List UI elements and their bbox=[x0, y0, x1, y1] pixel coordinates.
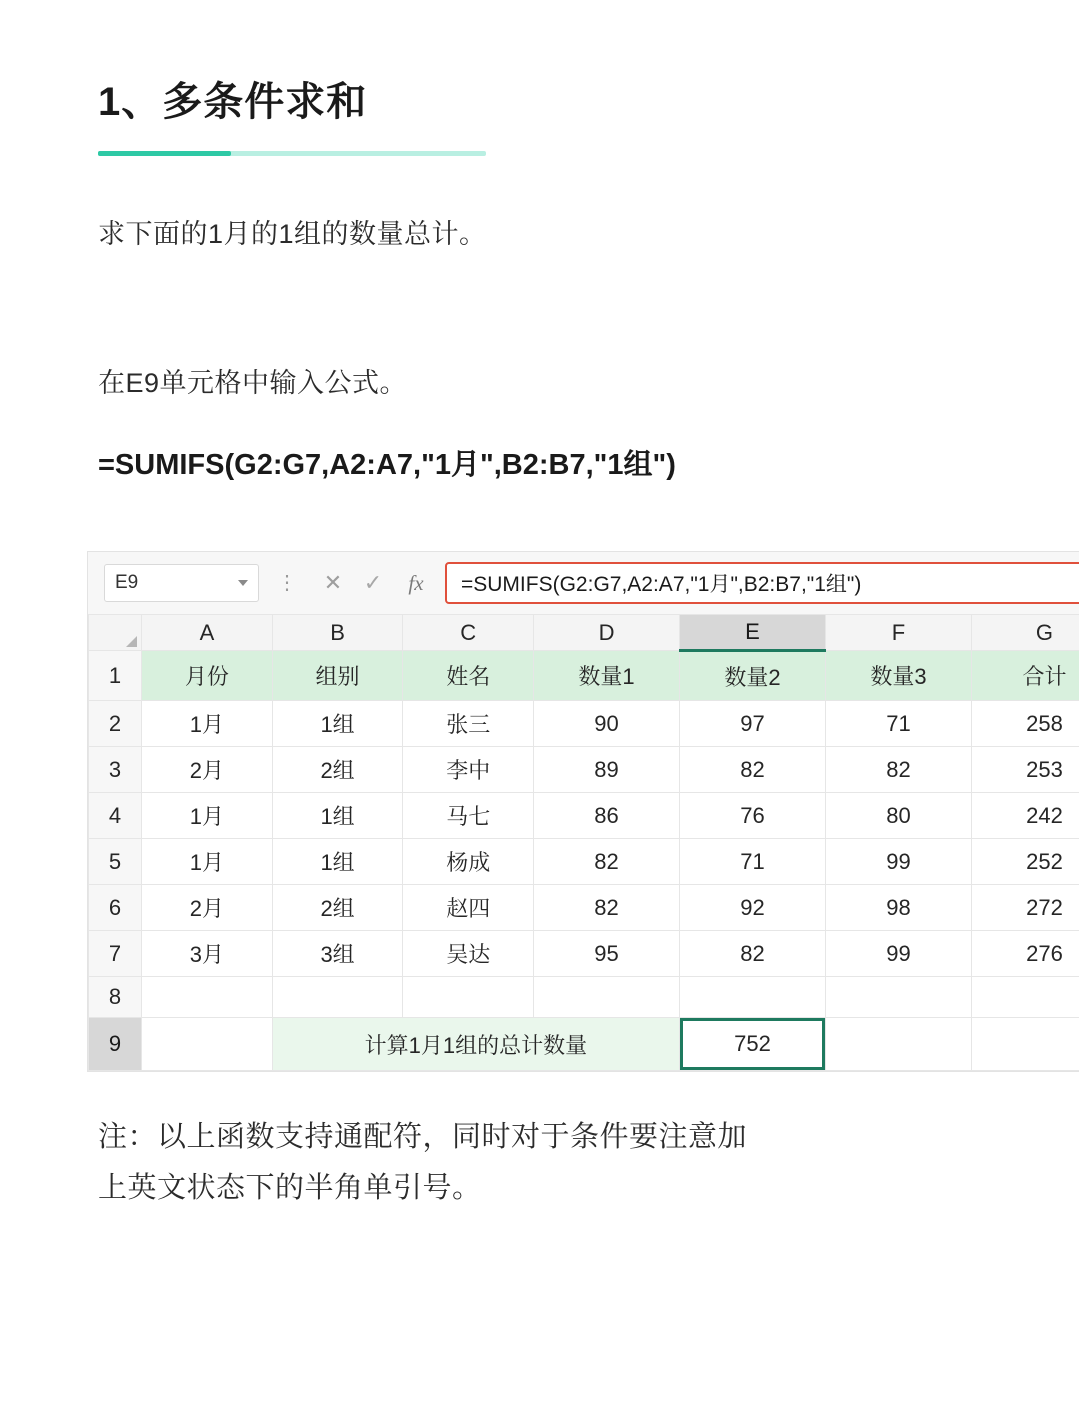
cell[interactable]: 82 bbox=[534, 885, 680, 931]
table-row bbox=[89, 839, 1079, 885]
formula-input-value: =SUMIFS(G2:G7,A2:A7,"1月",B2:B7,"1组") bbox=[461, 573, 862, 596]
table-header-cell[interactable]: 数量1 bbox=[534, 651, 680, 701]
table-row bbox=[89, 701, 1079, 747]
note-line-2: 上英文状态下的半角单引号。 bbox=[98, 1171, 482, 1204]
cell[interactable]: 82 bbox=[534, 839, 680, 885]
cell[interactable]: 1月 bbox=[142, 839, 273, 885]
note-paragraph bbox=[98, 1112, 987, 1214]
cell[interactable]: 98 bbox=[825, 885, 971, 931]
cell[interactable]: 82 bbox=[825, 747, 971, 793]
summary-label-cell[interactable]: 计算1月1组的总计数量 bbox=[272, 1018, 679, 1071]
cell[interactable] bbox=[971, 1018, 1079, 1071]
table-row-blank bbox=[89, 977, 1079, 1018]
cell[interactable]: 92 bbox=[680, 885, 826, 931]
cell[interactable]: 82 bbox=[680, 747, 826, 793]
cell[interactable]: 272 bbox=[971, 885, 1079, 931]
cell[interactable]: 张三 bbox=[403, 701, 534, 747]
cell[interactable]: 吴达 bbox=[403, 931, 534, 977]
cell[interactable]: 1月 bbox=[142, 793, 273, 839]
formula-input[interactable] bbox=[445, 562, 1079, 604]
spreadsheet-screenshot bbox=[87, 551, 1079, 1072]
cell[interactable] bbox=[142, 977, 273, 1018]
note-line-1: 注：以上函数支持通配符，同时对于条件要注意加 bbox=[98, 1121, 748, 1153]
cell[interactable]: 242 bbox=[971, 793, 1079, 839]
page-title: 1、多条件求和 bbox=[98, 80, 368, 124]
cell[interactable] bbox=[272, 977, 403, 1018]
table-row bbox=[89, 885, 1079, 931]
table-row-summary bbox=[89, 1018, 1079, 1071]
cell[interactable]: 3组 bbox=[272, 931, 403, 977]
name-box-value: E9 bbox=[115, 572, 139, 593]
cell[interactable]: 71 bbox=[680, 839, 826, 885]
cell[interactable]: 253 bbox=[971, 747, 1079, 793]
confirm-icon[interactable]: ✓ bbox=[363, 570, 383, 595]
cell[interactable] bbox=[825, 1018, 971, 1071]
cell[interactable]: 杨成 bbox=[403, 839, 534, 885]
title-underline-rule bbox=[98, 151, 486, 156]
table-header-cell[interactable]: 合计 bbox=[971, 651, 1079, 701]
insert-function-icon[interactable]: fx bbox=[408, 570, 424, 595]
column-header-e[interactable]: E bbox=[680, 615, 826, 651]
cell[interactable]: 252 bbox=[971, 839, 1079, 885]
cell[interactable]: 86 bbox=[534, 793, 680, 839]
table-row bbox=[89, 747, 1079, 793]
row-header-6[interactable]: 6 bbox=[89, 885, 142, 931]
more-options-icon[interactable]: ⋮ bbox=[277, 572, 297, 594]
name-box[interactable] bbox=[104, 564, 259, 602]
cell[interactable]: 赵四 bbox=[403, 885, 534, 931]
formula-bar bbox=[88, 552, 1079, 614]
column-header-c[interactable]: C bbox=[403, 615, 534, 651]
row-header-8[interactable]: 8 bbox=[89, 977, 142, 1018]
select-all-corner[interactable] bbox=[89, 615, 142, 651]
table-header-cell[interactable]: 组别 bbox=[272, 651, 403, 701]
cell[interactable]: 89 bbox=[534, 747, 680, 793]
cell[interactable]: 1组 bbox=[272, 793, 403, 839]
chevron-down-icon[interactable] bbox=[238, 580, 248, 586]
table-row bbox=[89, 931, 1079, 977]
column-header-a[interactable]: A bbox=[142, 615, 273, 651]
row-header-9[interactable]: 9 bbox=[89, 1018, 142, 1071]
cell[interactable]: 1月 bbox=[142, 701, 273, 747]
table-row bbox=[89, 793, 1079, 839]
column-header-g[interactable]: G bbox=[971, 615, 1079, 651]
formula-text: =SUMIFS(G2:G7,A2:A7,"1月",B2:B7,"1组") bbox=[98, 449, 676, 481]
cell[interactable]: 3月 bbox=[142, 931, 273, 977]
column-header-row bbox=[89, 615, 1079, 651]
cell[interactable] bbox=[403, 977, 534, 1018]
cancel-icon[interactable]: ✕ bbox=[323, 570, 343, 595]
cell[interactable] bbox=[680, 977, 826, 1018]
cell[interactable] bbox=[825, 977, 971, 1018]
row-header-4[interactable]: 4 bbox=[89, 793, 142, 839]
cell[interactable]: 马七 bbox=[403, 793, 534, 839]
cell[interactable]: 李中 bbox=[403, 747, 534, 793]
cell[interactable]: 1组 bbox=[272, 839, 403, 885]
cell[interactable] bbox=[971, 977, 1079, 1018]
cell[interactable]: 1组 bbox=[272, 701, 403, 747]
row-header-2[interactable]: 2 bbox=[89, 701, 142, 747]
spreadsheet-grid bbox=[88, 614, 1079, 1071]
intro-paragraph: 求下面的1月的1组的数量总计。 bbox=[98, 219, 487, 249]
cell[interactable]: 95 bbox=[534, 931, 680, 977]
cell[interactable]: 71 bbox=[825, 701, 971, 747]
row-header-3[interactable]: 3 bbox=[89, 747, 142, 793]
column-header-d[interactable]: D bbox=[534, 615, 680, 651]
cell[interactable]: 2月 bbox=[142, 885, 273, 931]
table-header-row bbox=[89, 651, 1079, 701]
column-header-f[interactable]: F bbox=[825, 615, 971, 651]
cell[interactable]: 2月 bbox=[142, 747, 273, 793]
column-header-b[interactable]: B bbox=[272, 615, 403, 651]
row-header-5[interactable]: 5 bbox=[89, 839, 142, 885]
row-header-1[interactable]: 1 bbox=[89, 651, 142, 701]
cell[interactable]: 82 bbox=[680, 931, 826, 977]
summary-value-cell[interactable]: 752 bbox=[680, 1018, 826, 1071]
cell[interactable]: 76 bbox=[680, 793, 826, 839]
cell[interactable]: 2组 bbox=[272, 885, 403, 931]
row-header-7[interactable]: 7 bbox=[89, 931, 142, 977]
table-header-cell[interactable]: 数量3 bbox=[825, 651, 971, 701]
cell[interactable]: 99 bbox=[825, 931, 971, 977]
table-header-cell[interactable]: 数量2 bbox=[680, 651, 826, 701]
cell[interactable]: 258 bbox=[971, 701, 1079, 747]
cell[interactable]: 99 bbox=[825, 839, 971, 885]
cell[interactable] bbox=[534, 977, 680, 1018]
table-header-cell[interactable]: 月份 bbox=[142, 651, 273, 701]
table-header-cell[interactable]: 姓名 bbox=[403, 651, 534, 701]
instruction-paragraph: 在E9单元格中输入公式。 bbox=[98, 368, 408, 398]
cell[interactable]: 97 bbox=[680, 701, 826, 747]
cell[interactable] bbox=[142, 1018, 273, 1071]
cell[interactable]: 2组 bbox=[272, 747, 403, 793]
cell[interactable]: 80 bbox=[825, 793, 971, 839]
cell[interactable]: 90 bbox=[534, 701, 680, 747]
cell[interactable]: 276 bbox=[971, 931, 1079, 977]
